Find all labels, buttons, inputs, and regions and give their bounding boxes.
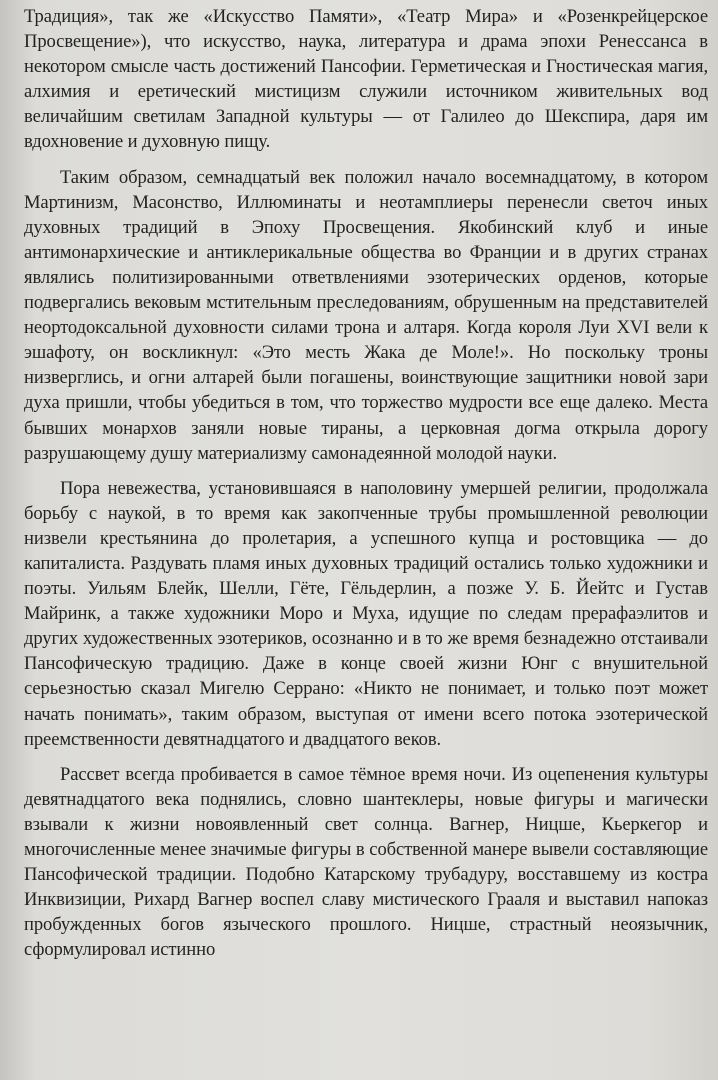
paragraph-age-of-ignorance: Пора невежества, установившаяся в наполовину умершей религии, продолжала борьбу с наукой, в то время как закопченные трубы промышленной революции низвели крестьянина до пролетария, а успешного купца и ростовщика — до капиталиста. Раздувать пламя иных духовных традиций остались только художники и поэты. Уильям Блейк, Шелли, Гёте, Гёльдерлин, а позже У. Б. Йейтс и Густав Майринк, а также художники Моро и Муха, идущие по следам прерафаэлитов и других художественных эзотериков, осознанно и в то же время безнадежно отстаивали Пансофическую традицию. Даже в конце своей жизни Юнг с внушительной серьезностью сказал Мигелю Серрано: «Никто не понимает, и только поэт может начать понимать», таким образом, выступая от имени всего потока эзотерической преемственности девятнадцатого и двадцатого веков.: [24, 477, 708, 750]
paragraph-eighteenth-century: Таким образом, семнадцатый век положил начало восемнадцатому, в котором Мартинизм, Масонство, Иллюминаты и неотамплиеры перенесли светоч иных духовных традиций в Эпоху Просвещения. Якобинский клуб и иные антимонархические и антиклерикальные общества во Франции и в других странах являлись политизированными ответвлениями эзотерических орденов, которые подвергались вековым мстительным преследованиям, обрушенным на представителей неортодоксальной духовности силами трона и алтаря. Когда короля Луи XVI вели к эшафоту, он воскликнул: «Это месть Жака де Моле!». Но поскольку троны низверглись, и огни алтарей были погашены, воинствующие защитники новой зари духа пришли, чтобы убедиться в том, что торжество мудрости все еще далеко. Места бывших монархов заняли новые тираны, а церковная догма открыла дорогу разрушающему душу материализму самонадеянной молодой науки.: [24, 166, 708, 464]
paragraph-dawn: Рассвет всегда пробивается в самое тёмное время ночи. Из оцепенения культуры девятнадцатого века поднялись, словно шантеклеры, новые фигуры и магически взывали к жизни новоявленный свет солнца. Вагнер, Ницше, Кьеркегор и многочисленные менее значимые фигуры в собственной манере вывели составляющие Пансофической традиции. Подобно Катарскому трубадуру, восставшему из костра Инквизиции, Рихард Вагнер воспел славу мистического Грааля и выставил напоказ пробужденных богов языческого прошлого. Ницше, страстный неоязычник, сформулировал истинно: [24, 763, 708, 961]
paragraph-pansophy-renaissance: Традиция», так же «Искусство Памяти», «Театр Мира» и «Розенкрейцерское Просвещение»), что искусство, наука, литература и драма эпохи Ренессанса в некотором смысле часть достижений Пансофии. Герметическая и Гностическая магия, алхимия и еретический мистицизм служили источником живительных вод величайшим светилам Западной культуры — от Галилео до Шекспира, даря им вдохновение и духовную пищу.: [24, 6, 708, 153]
